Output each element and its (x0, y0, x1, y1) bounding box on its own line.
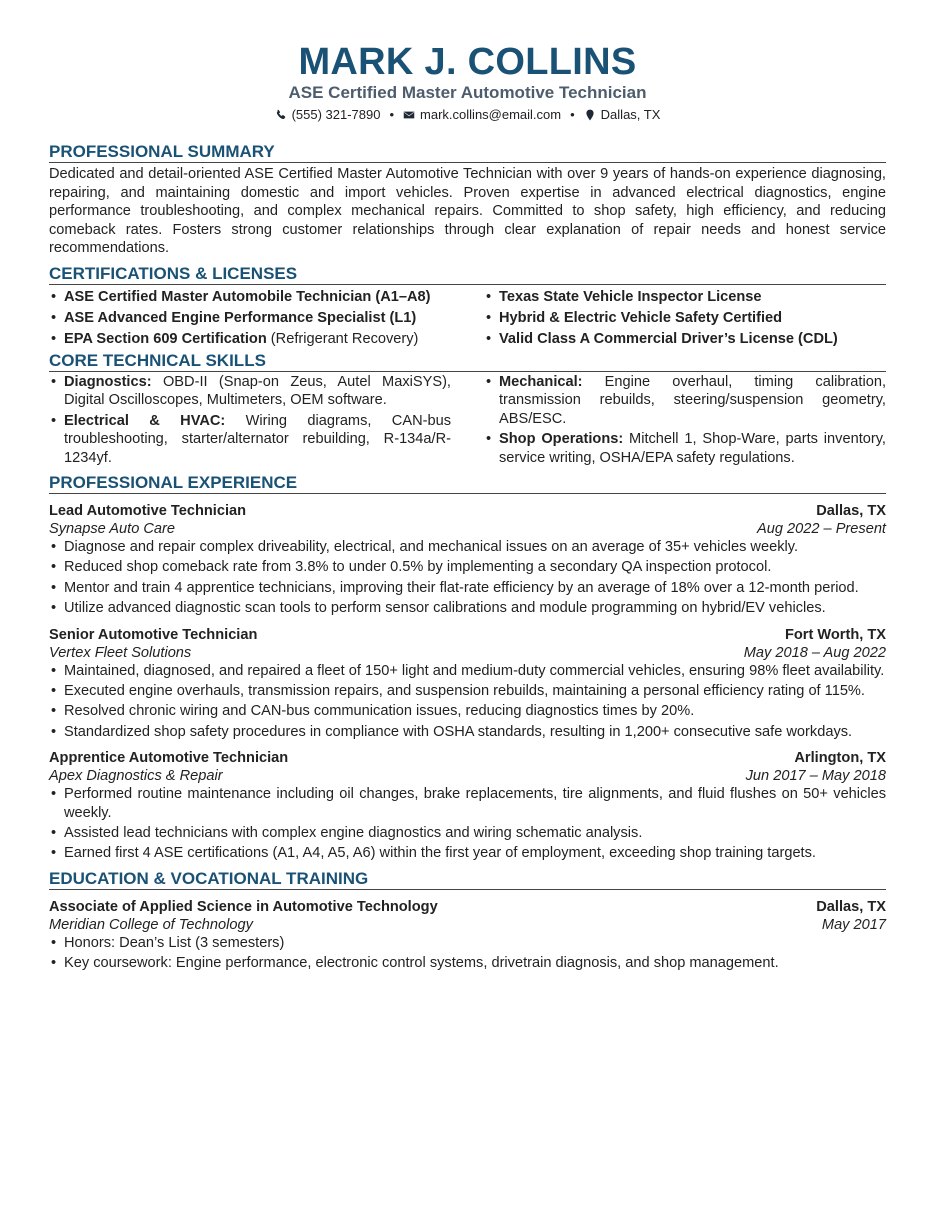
list-item (484, 288, 886, 306)
graduation-date: May 2017 (821, 916, 886, 933)
phone-number: (555) 321-7890 (291, 107, 381, 122)
candidate-title: ASE Certified Master Automotive Technician (288, 83, 647, 102)
list-item: • Resolved chronic wiring and CAN-bus communication issues, reducing diagnostics times by 20%. (49, 702, 886, 720)
education-entry (49, 898, 886, 973)
skills-right-column (484, 373, 886, 467)
education-location: Dallas, TX (816, 898, 886, 915)
list-item: • Mentor and train 4 apprentice technicians, improving their flat-rate efficiency by an average of 18% over a 12-month period. (49, 579, 886, 597)
job-location: Fort Worth, TX (784, 626, 886, 643)
list-item: • Reduced shop comeback rate from 3.8% to under 0.5% by implementing a secondary QA inspection protocol. (49, 558, 886, 576)
list-item: • Maintained, diagnosed, and repaired a fleet of 150+ light and medium-duty commercial vehicles, ensuring 98% fleet availability. (49, 662, 886, 680)
school-name: Meridian College of Technology (49, 916, 253, 933)
cert-name: Valid Class A Commercial Driver’s License (CDL) (499, 330, 838, 347)
skill-text: Mitchell 1, Shop-Ware, parts inventory, service writing, OSHA/EPA safety regulations. (499, 431, 886, 466)
cert-name: EPA Section 609 Certification (64, 330, 267, 347)
list-item (484, 373, 886, 428)
list-item (484, 309, 886, 327)
job-company: Vertex Fleet Solutions (49, 644, 192, 661)
skill-text: Wiring diagrams, CAN-bus troubleshooting, starter/alternator rebuilding, R-134a/R-1234yf. (64, 412, 451, 466)
contact-phone (275, 105, 381, 125)
list-item (484, 330, 886, 348)
job-title: Senior Automotive Technician (49, 626, 258, 643)
job-entry (49, 502, 886, 618)
list-item (49, 373, 451, 410)
list-item: • Diagnose and repair complex driveability, electrical, and mechanical issues on an average of 35+ vehicles weekly. (49, 538, 886, 556)
list-item (49, 330, 451, 348)
certifications-heading: CERTIFICATIONS & LICENSES (49, 264, 886, 285)
education-heading: EDUCATION & VOCATIONAL TRAINING (49, 869, 886, 890)
cert-name: Texas State Vehicle Inspector License (499, 288, 762, 305)
contact-separator: • (570, 107, 575, 122)
job-company: Apex Diagnostics & Repair (49, 768, 223, 785)
skill-label: Mechanical: (499, 373, 583, 390)
envelope-icon (403, 109, 415, 121)
contact-email (403, 105, 561, 125)
job-company: Synapse Auto Care (49, 521, 176, 537)
skills-heading: CORE TECHNICAL SKILLS (49, 351, 886, 372)
job-entry (49, 626, 886, 742)
cert-name: ASE Certified Master Automobile Technician (A1–A8) (64, 288, 431, 305)
job-location: Arlington, TX (794, 750, 886, 767)
contact-location (584, 105, 661, 125)
cert-name: Hybrid & Electric Vehicle Safety Certified (499, 309, 783, 326)
list-item (49, 412, 451, 467)
resume-header (0, 0, 935, 125)
skills-list (49, 373, 886, 467)
job-entry (49, 749, 886, 863)
email-address: mark.collins@email.com (420, 107, 562, 122)
skill-label: Shop Operations: (499, 431, 624, 448)
list-item: • Key coursework: Engine performance, electronic control systems, drivetrain diagnosis, and shop management. (49, 954, 886, 972)
job-dates: May 2018 – Aug 2022 (743, 644, 886, 661)
certifications-left-column (49, 285, 451, 348)
job-dates: Jun 2017 – May 2018 (745, 768, 886, 785)
location-text: Dallas, TX (600, 107, 661, 122)
summary-heading: PROFESSIONAL SUMMARY (49, 142, 886, 163)
list-item: • Assisted lead technicians with complex engine diagnostics and wiring schematic analysis. (49, 824, 886, 842)
skills-left-column (49, 373, 451, 467)
summary-text: Dedicated and detail-oriented ASE Certified Master Automotive Technician with over 9 years of hands-on experience diagnosing, repairing, and maintaining domestic and import vehicles. Proven expertise in advanced electrical diagnostics, engine performance troubleshooting, and complex mechanical repairs. Committed to shop safety, high efficiency, and reducing comeback rates. Fosters strong customer relationships through clear explanation of repair needs and honest service recommendations. (49, 166, 886, 257)
list-item: • Executed engine overhauls, transmission repairs, and suspension rebuilds, maintaining a personal efficiency rating of 115%. (49, 682, 886, 700)
list-item: • Honors: Dean’s List (3 semesters) (49, 934, 886, 952)
list-item (49, 288, 451, 306)
certifications-right-column (484, 285, 886, 348)
candidate-name: MARK J. COLLINS (298, 41, 637, 83)
skill-label: Diagnostics: (64, 373, 152, 390)
experience-heading: PROFESSIONAL EXPERIENCE (49, 473, 886, 494)
contact-line (0, 105, 935, 125)
skill-text: OBD-II (Snap-on Zeus, Autel MaxiSYS), Digital Oscilloscopes, Multimeters, OEM software. (64, 373, 451, 409)
job-bullets (49, 538, 886, 618)
list-item: • Performed routine maintenance including oil changes, brake replacements, tire alignments, and fluid flushes on 50+ vehicles weekly. (49, 785, 886, 822)
job-dates: Aug 2022 – Present (756, 521, 886, 537)
list-item: • Standardized shop safety procedures in compliance with OSHA standards, resulting in 1,200+ consecutive safe workdays. (49, 723, 886, 741)
skill-text: Engine overhaul, timing calibration, transmission rebuilds, steering/suspension geometry, ABS/ESC. (499, 373, 886, 427)
phone-icon (275, 109, 287, 121)
certifications-list (49, 285, 886, 348)
skill-label: Electrical & HVAC: (64, 412, 226, 429)
degree-name: Associate of Applied Science in Automotive Technology (49, 898, 438, 915)
resume-content (49, 142, 886, 973)
list-item (49, 309, 451, 327)
list-item: • Utilize advanced diagnostic scan tools to perform sensor calibrations and module programming on hybrid/EV vehicles. (49, 599, 886, 617)
job-title: Lead Automotive Technician (49, 503, 247, 519)
job-bullets (49, 662, 886, 742)
cert-note: (Refrigerant Recovery) (266, 330, 419, 347)
list-item (484, 430, 886, 467)
map-pin-icon (584, 109, 596, 121)
contact-separator: • (389, 107, 395, 122)
job-location: Dallas, TX (816, 503, 886, 519)
job-title: Apprentice Automotive Technician (49, 750, 289, 767)
job-bullets (49, 785, 886, 863)
list-item: • Earned first 4 ASE certifications (A1, A4, A5, A6) within the first year of employment, exceeding shop training targets. (49, 844, 886, 862)
education-bullets (49, 934, 886, 973)
cert-name: ASE Advanced Engine Performance Specialist (L1) (64, 309, 417, 326)
